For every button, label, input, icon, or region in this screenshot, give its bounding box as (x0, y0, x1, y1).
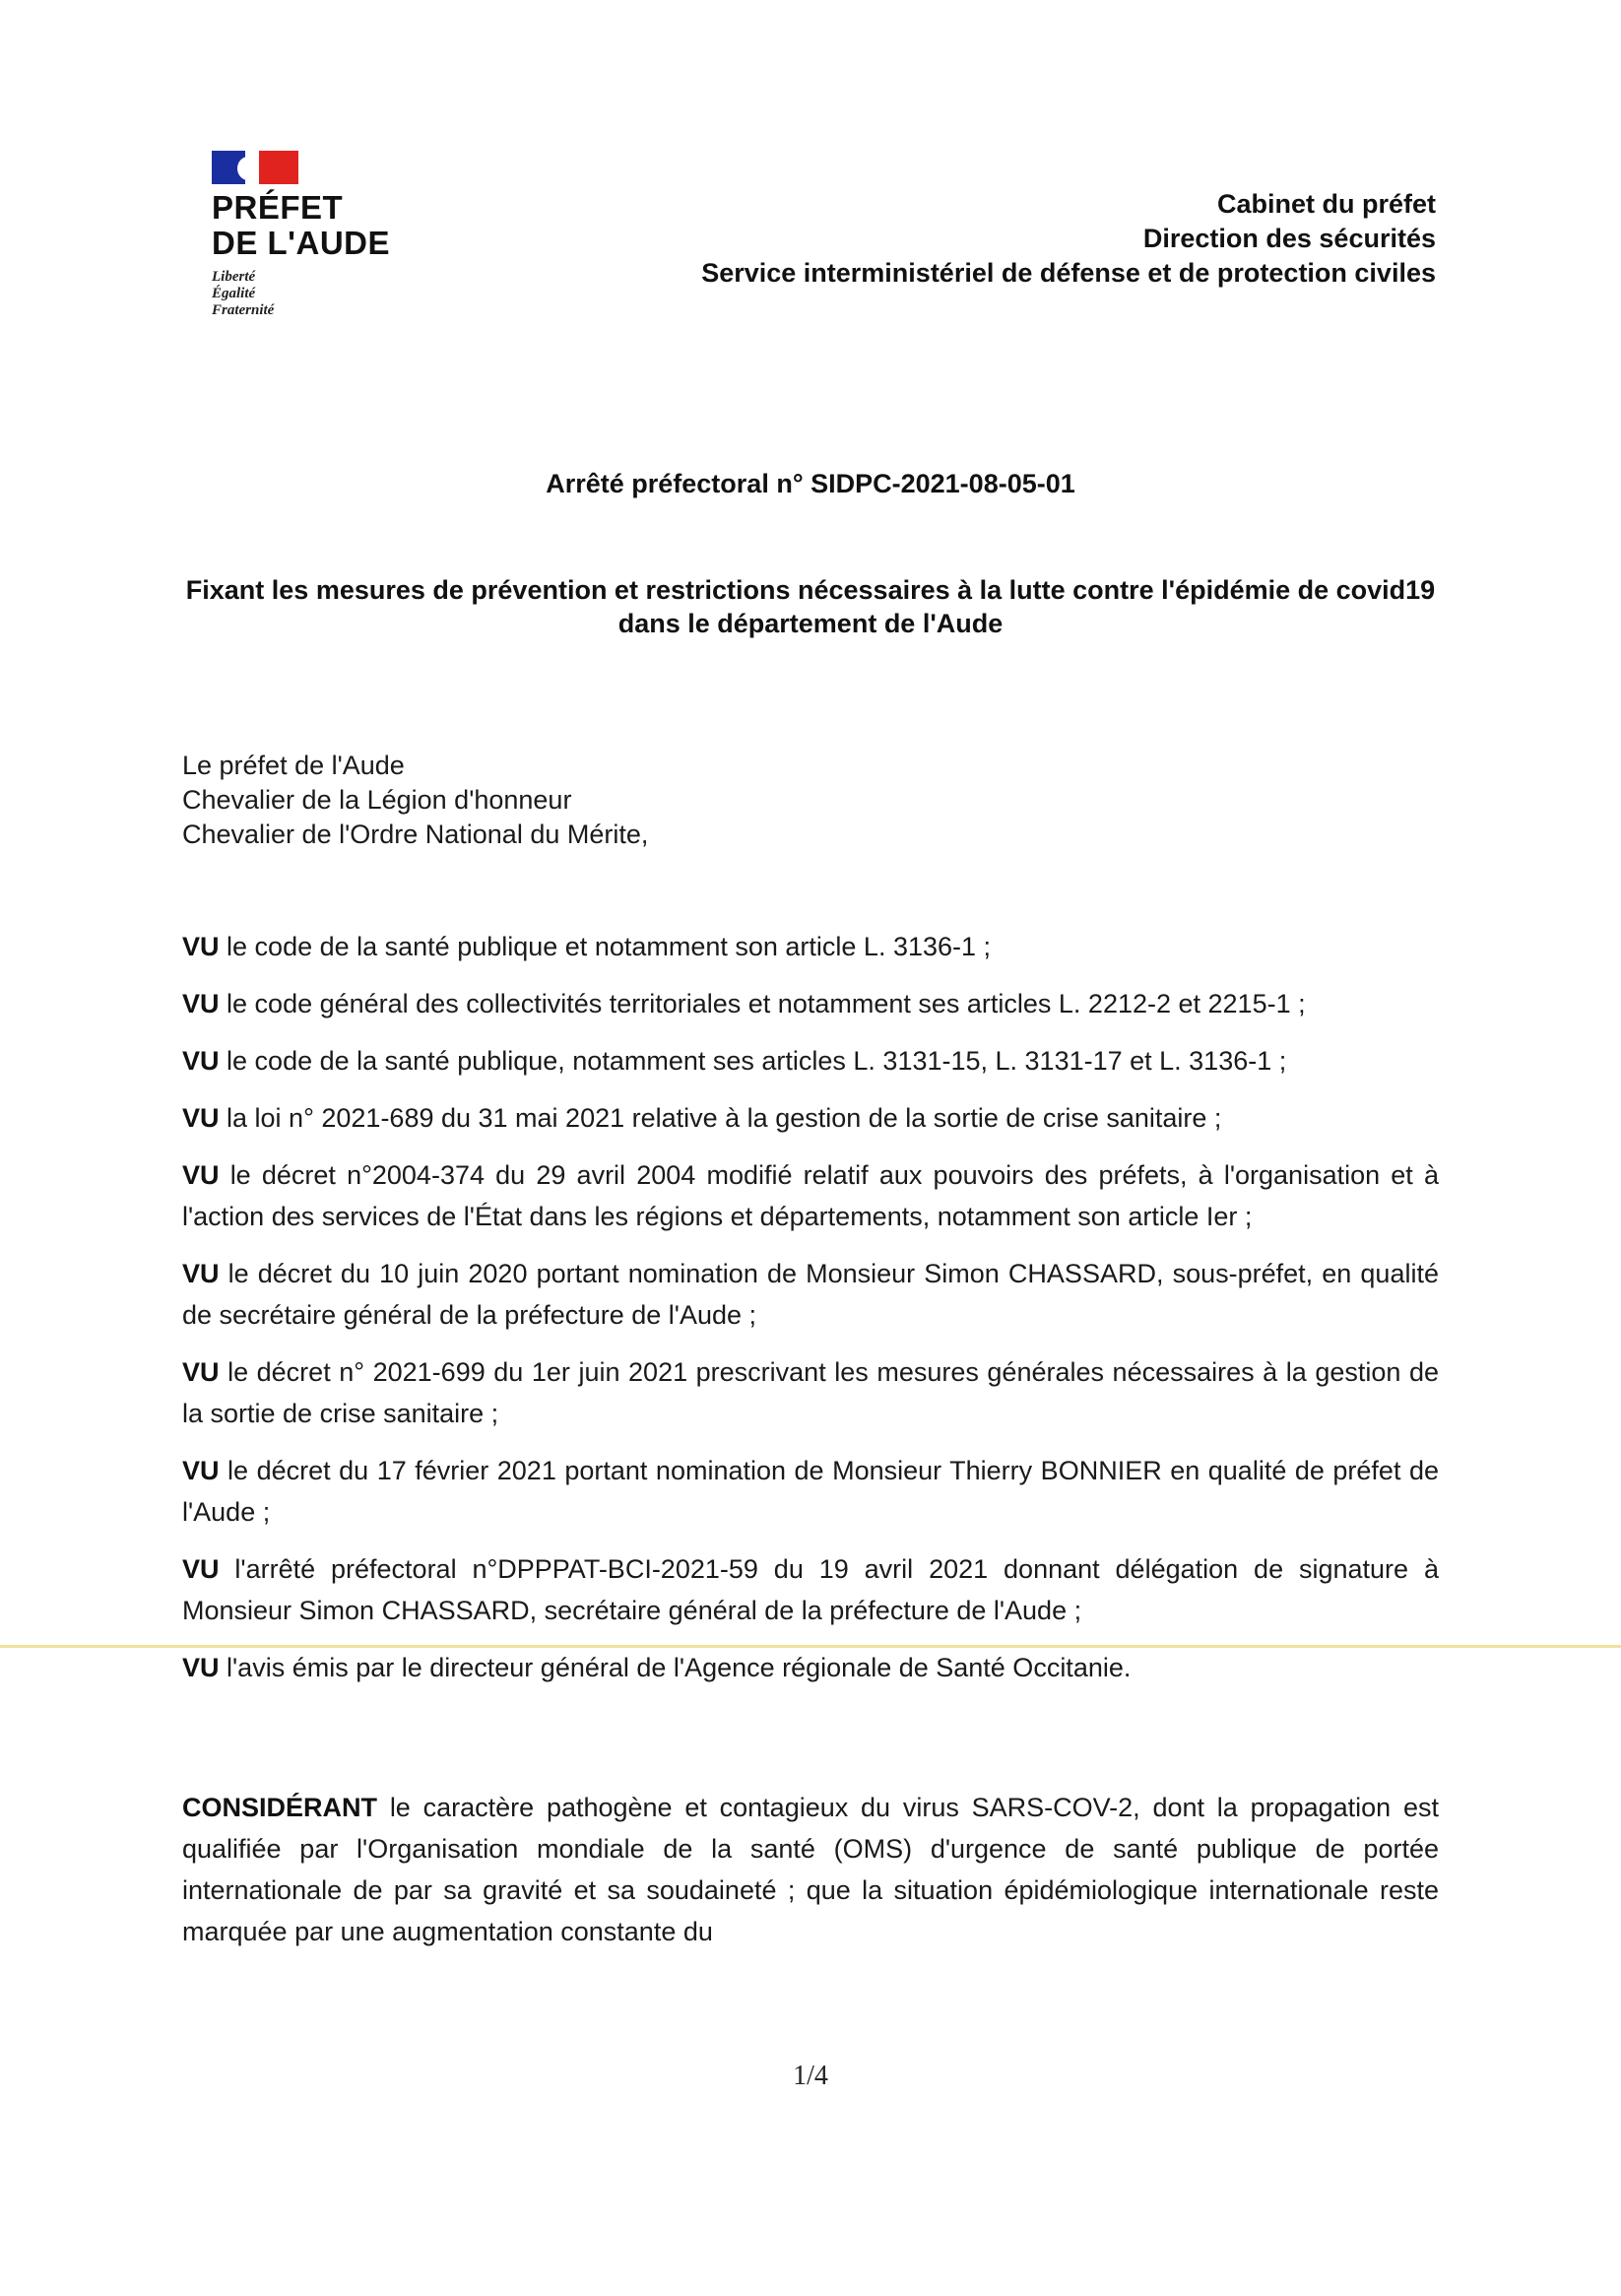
vu-paragraph (182, 1647, 1439, 1688)
page-number: 1/4 (793, 2061, 828, 2091)
vu-text: le décret n°2004-374 du 29 avril 2004 modifié relatif aux pouvoirs des préfets, à l'organisation et à l'action des services de l'État dans les régions et départements, notamment son article Ier ; (182, 1160, 1439, 1231)
vu-paragraph (182, 1351, 1439, 1434)
service-header (701, 187, 1436, 291)
vu-paragraph (182, 983, 1439, 1024)
vu-text: le code de la santé publique, notamment ses articles L. 3131-15, L. 3131-17 et L. 3136-1 ; (227, 1046, 1287, 1076)
vu-text: l'avis émis par le directeur général de l'Agence régionale de Santé Occitanie. (227, 1653, 1132, 1682)
devise-egalite: Égalité (212, 286, 256, 301)
intro-line-2: Chevalier de la Légion d'honneur (182, 785, 572, 815)
considerant-keyword: CONSIDÉRANT (182, 1793, 378, 1822)
prefet-logo (212, 151, 409, 319)
vu-keyword: VU (182, 1046, 220, 1076)
vu-paragraph (182, 1253, 1439, 1336)
vu-text: le code de la santé publique et notamment son article L. 3136-1 ; (227, 932, 992, 961)
vu-paragraph (182, 1450, 1439, 1533)
intro-line-3: Chevalier de l'Ordre National du Mérite, (182, 820, 649, 849)
header-line-service: Service interministériel de défense et de protection civiles (701, 258, 1436, 288)
vu-keyword: VU (182, 1554, 220, 1584)
devise-liberte: Liberté (212, 269, 256, 285)
vu-paragraph (182, 1097, 1439, 1139)
logo-devise (212, 269, 409, 319)
intro-line-1: Le préfet de l'Aude (182, 751, 405, 780)
arrete-subtitle: Fixant les mesures de prévention et restrictions nécessaires à la lutte contre l'épidémie de covid19 dans le département de l'Aude (185, 575, 1436, 638)
header-line-direction: Direction des sécurités (1142, 224, 1436, 253)
vu-keyword: VU (182, 1456, 220, 1485)
logo-line-1: PRÉFET (212, 189, 344, 226)
vu-paragraph (182, 926, 1439, 967)
prefet-intro (182, 749, 648, 852)
arrete-title: Arrêté préfectoral n° SIDPC-2021-08-05-01 (546, 469, 1075, 498)
vu-text: l'arrêté préfectoral n°DPPPAT-BCI-2021-59 du 19 avril 2021 donnant délégation de signature à Monsieur Simon CHASSARD, secrétaire général de la préfecture de l'Aude ; (182, 1554, 1439, 1625)
vu-text: le décret du 10 juin 2020 portant nomination de Monsieur Simon CHASSARD, sous-préfet, en qualité de secrétaire général de la préfecture de l'Aude ; (182, 1259, 1439, 1330)
vu-keyword: VU (182, 1653, 220, 1682)
vu-text: le décret n° 2021-699 du 1er juin 2021 prescrivant les mesures générales nécessaires à la gestion de la sortie de crise sanitaire ; (182, 1357, 1439, 1428)
vu-keyword: VU (182, 989, 220, 1018)
vu-keyword: VU (182, 932, 220, 961)
header-line-cabinet: Cabinet du préfet (1216, 189, 1436, 219)
considerant-text: le caractère pathogène et contagieux du virus SARS-COV-2, dont la propagation est qualifiée par l'Organisation mondiale de la santé (OMS) d'urgence de santé publique de portée internationale de par sa gravité et sa soudaineté ; que la situation épidémiologique internationale reste marquée par une augmentation constante du (182, 1793, 1439, 1946)
vu-paragraph (182, 1548, 1439, 1631)
vu-keyword: VU (182, 1103, 220, 1133)
vu-text: le décret du 17 février 2021 portant nomination de Monsieur Thierry BONNIER en qualité de préfet de l'Aude ; (182, 1456, 1439, 1527)
vu-keyword: VU (182, 1160, 220, 1190)
vu-text: la loi n° 2021-689 du 31 mai 2021 relative à la gestion de la sortie de crise sanitaire ; (227, 1103, 1222, 1133)
logo-line-2: DE L'AUDE (212, 225, 391, 261)
vu-text: le code général des collectivités territoriales et notamment ses articles L. 2212-2 et 2215-1 ; (227, 989, 1306, 1018)
visas-section (182, 926, 1439, 1968)
vu-paragraph (182, 1040, 1439, 1082)
considerant-paragraph (182, 1787, 1439, 1952)
scan-artifact-line (0, 1645, 1621, 1648)
vu-paragraph (182, 1154, 1439, 1237)
marianne-flag-icon (212, 151, 300, 184)
vu-keyword: VU (182, 1357, 220, 1387)
vu-keyword: VU (182, 1259, 220, 1288)
devise-fraternite: Fraternité (212, 302, 275, 318)
